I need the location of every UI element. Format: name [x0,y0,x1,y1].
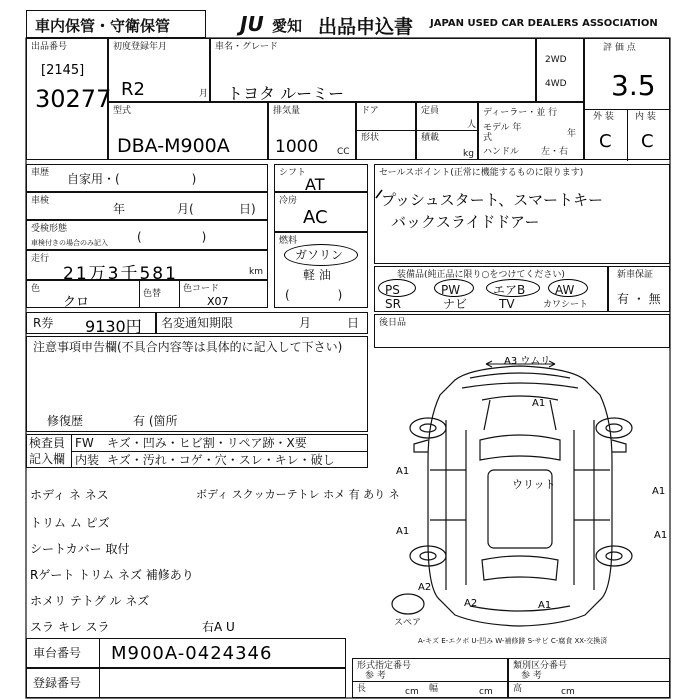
fuel-label: 燃料 [279,236,298,246]
shift-value: AT [305,175,325,194]
spare-label: スペア [394,618,422,628]
model-label: 型式 [113,106,132,116]
inspector-label-1: 検査員 [29,436,66,450]
inspection-day: 日) [239,202,256,216]
name-change-month: 月 [299,316,312,330]
interior-tag: 内装 [75,453,100,467]
load-unit: kg [463,149,474,159]
capacity-box [416,102,478,160]
class-sub: 参 考 [521,671,542,681]
notes-box [26,336,368,432]
shape-label: 形状 [361,133,380,143]
mileage-row [26,250,268,284]
comment-4: Rゲート トリム ネズ 補修あり [30,568,194,582]
storage-box [26,10,206,38]
name-change-day: 日 [347,316,360,330]
comment-5: ホメリ テトグ ル ネズ [30,594,150,608]
inspector-box [26,434,368,468]
fw-row: キズ・凹み・ヒビ割・リペア跡・X要 [107,436,307,450]
airbag-circle [486,279,540,297]
int-value: C [641,131,654,152]
mark-a1-right: A1 [652,486,666,497]
name-change-box [156,312,368,334]
comment-2: トリム ム ピズ [30,516,110,530]
rating-value: 3.5 [611,69,656,102]
int-label: 内 装 [635,112,656,122]
dealer-label: ディーラー・並 行 [483,108,558,118]
handle-options: 左・右 [541,147,569,157]
first-reg-era: R2 [121,79,145,100]
handle-label: ハンドル [483,147,520,157]
width-label: 幅 [429,684,439,694]
recycle-label: R券 [33,316,54,330]
displacement-box [268,102,356,160]
rating-label: 評 価 点 [603,43,636,53]
repair-label: 修復歴 [47,414,84,428]
rating-box [584,38,670,160]
model-year-label: モデル 年式 [483,123,522,143]
year-unit: 年 [567,129,577,139]
warranty-label: 新車保証 [617,270,654,280]
diagram-legend: A-キズ E-エクボ U-凹み W-補修跡 S-サビ C-腐食 XX-交換済 [418,637,608,645]
lot-box [26,38,112,160]
capacity-unit: 人 [467,120,477,130]
height-unit: cm [561,687,575,697]
ps-circle [378,279,416,297]
door-box [356,102,416,160]
name-change-label: 名変通知期限 [161,316,234,330]
color-code-label: 色コード [183,284,220,294]
pw-circle [434,279,474,297]
class-box [508,658,670,698]
drive-box [536,38,584,102]
mileage-label: 走行 [31,254,50,264]
aichi-label: 愛知 [272,17,303,35]
4wd-label: 4WD [545,79,567,89]
fuel-paren: ( ) [285,288,343,302]
width-unit: cm [479,687,493,697]
fw-tag: FW [75,436,94,450]
capacity-label: 定員 [421,106,440,116]
lot-label: 出品番号 [31,42,68,52]
mark-a1-right-2: A1 [654,530,668,541]
warranty-box [608,266,670,312]
mileage-value: 21万3千581 [63,264,178,284]
displacement-unit: CC [337,147,350,157]
lot-sub-number: [2145] [41,63,85,78]
delivery-label: 後日品 [379,318,407,328]
form-title: 出品申込書 [318,16,414,38]
mark-a1-left: A1 [396,466,410,477]
warranty-value: 有 ・ 無 [617,292,661,306]
reg-label: 登録番号 [33,676,82,690]
color-label: 色 [31,284,41,294]
comment-6: スラ キレ スラ [30,620,110,634]
length-label: 長 [357,684,367,694]
sales-line-1: プッシュスタート、スマートキー [381,191,604,209]
length-unit: cm [405,687,419,697]
mileage-unit: km [249,267,263,277]
sales-line-2: バックスライドドアー [391,213,540,231]
inspection-row [26,192,268,220]
ext-value: C [599,131,612,152]
inspection-month: 月( [177,202,194,216]
displacement-value: 1000 [275,137,319,157]
color-value: クロ [63,295,90,310]
car-name-value: トヨタ ルーミー [227,84,345,103]
notes-label: 注意事項申告欄(不具合内容等は具体的に記入して下さい) [33,340,343,354]
first-reg-box [108,38,210,102]
sales-points-box [374,164,670,264]
dealer-box [478,102,584,160]
cert-sub: 参 考 [365,671,386,681]
lot-number: 30277 [35,85,112,113]
aw-circle [548,279,588,297]
class-label: 類別区分番号 [513,661,568,671]
cert-box [352,658,508,698]
cert-label: 形式指定番号 [357,661,412,671]
recycle-box [26,312,156,334]
mark-a1-top: A1 [532,398,546,409]
history-label: 車歴 [31,168,50,178]
mark-a2-1: A2 [418,582,432,593]
mark-a1-left-2: A1 [396,526,410,537]
association-name: JAPAN USED CAR DEALERS ASSOCIATION [430,18,658,29]
equip-airbag: エアB [493,283,526,297]
2wd-label: 2WD [545,55,567,65]
interior-row: キズ・汚れ・コゲ・穴・スレ・キレ・破し [107,453,335,467]
equip-seat: カワシート [543,300,589,310]
diagram-center-note: ウリット [512,478,556,491]
history-value: 自家用・( ) [67,172,197,186]
equipment-label: 装備品(純正品に限り○をつけてください) [397,270,565,280]
inspector-label-2: 記入欄 [29,452,66,466]
shift-label: シフト [279,168,307,178]
chassis-box [26,638,346,668]
succession-paren: ( ) [137,230,207,244]
chassis-label: 車台番号 [33,646,82,660]
equip-pw: PW [441,283,461,297]
model-value: DBA-M900A [117,135,230,157]
mark-a1-bottom: A1 [538,600,552,611]
comment-right-2: 右A U [202,620,235,634]
chassis-value: M900A-0424346 [111,643,273,664]
aircon-label: 冷房 [279,196,298,206]
ju-logo: JU [240,12,264,36]
delivery-box [374,314,670,348]
equip-tv: TV [499,297,515,311]
diagram-top-note: A3 ウムリ [504,356,551,367]
succession-row [26,220,268,250]
history-row [26,164,268,192]
door-label: ドア [361,106,379,116]
comment-right: ボディ スクッカーテトレ ホメ 有 あり ネ [196,488,400,501]
inspection-label: 車検 [31,196,50,206]
color-code-value: X07 [207,295,229,308]
trim-label: 色替 [143,289,162,299]
comment-3: シートカバー 取付 [30,542,130,556]
fuel-diesel: 軽 油 [303,268,331,282]
equip-navi: ナビ [443,297,468,311]
fuel-gasoline: ガソリン [295,248,344,262]
height-label: 高 [513,684,523,694]
equip-aw: AW [555,283,575,297]
sales-points-label: セールスポイント(正常に機能するものに限ります) [379,168,584,178]
ext-label: 外 装 [593,112,614,122]
load-label: 積載 [421,133,440,143]
first-reg-label: 初度登録年月 [113,42,168,52]
aircon-box [274,192,368,232]
car-diagram [414,366,626,626]
succession-label: 受検形態 [31,224,68,234]
month-unit: 月 [199,89,209,99]
car-name-box [210,38,536,102]
reg-box [26,668,346,698]
color-row [26,280,268,308]
shift-box [274,164,368,192]
inspection-year: 年 [113,202,126,216]
mark-a2-2: A2 [464,598,478,609]
storage-label: 車内保管・守衛保管 [35,17,171,35]
succession-note: 車検付きの場合のみ記入 [31,239,108,247]
gasoline-circle [284,244,358,266]
repair-value: 有 (箇所 [133,414,178,428]
aircon-value: AC [303,207,328,228]
car-name-label: 車名・グレード [215,42,279,52]
model-box [108,102,268,160]
recycle-value: 9130円 [85,317,142,336]
displacement-label: 排気量 [273,106,301,116]
equip-ps: PS [385,283,400,297]
equip-sr: SR [385,297,401,311]
comment-1: ホディ ネ ネス [30,488,109,502]
